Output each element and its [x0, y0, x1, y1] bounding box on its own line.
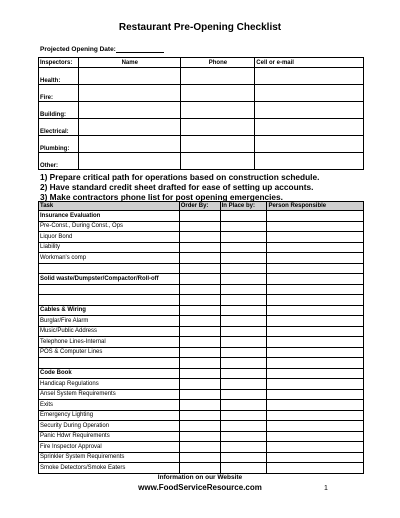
inspector-row-label: Health:	[39, 68, 79, 85]
inspector-entry-cell[interactable]	[78, 119, 180, 136]
task-entry-cell[interactable]	[179, 274, 220, 285]
task-entry-cell[interactable]	[220, 263, 267, 274]
inspector-row	[39, 153, 364, 170]
task-entry-cell[interactable]	[220, 221, 267, 232]
inspector-row	[39, 119, 364, 136]
task-label: Workman's comp	[39, 253, 180, 264]
task-row	[39, 326, 364, 337]
task-entry-cell[interactable]	[267, 326, 364, 337]
note-item: 1) Prepare critical path for operations based on construction schedule.	[40, 172, 320, 182]
task-label: POS & Computer Lines	[39, 347, 180, 358]
task-entry-cell[interactable]	[267, 221, 364, 232]
task-entry-cell[interactable]	[267, 431, 364, 442]
inspector-row-label: Fire:	[39, 85, 79, 102]
task-entry-cell[interactable]	[220, 253, 267, 264]
inspector-row	[39, 136, 364, 153]
task-label: Burglar/Fire Alarm	[39, 316, 180, 327]
task-entry-cell[interactable]	[179, 305, 220, 316]
inspectors-header-cell: Cell or e-mail	[255, 58, 364, 68]
inspector-entry-cell[interactable]	[255, 136, 364, 153]
task-entry-cell[interactable]	[220, 232, 267, 243]
task-entry-cell[interactable]	[220, 358, 267, 369]
note-item: 2) Have standard credit sheet drafted for ease of setting up accounts.	[40, 182, 314, 192]
tasks-header-cell: Order By:	[179, 202, 220, 211]
task-entry-cell[interactable]	[220, 347, 267, 358]
task-row	[39, 452, 364, 463]
inspector-entry-cell[interactable]	[180, 119, 255, 136]
inspector-entry-cell[interactable]	[255, 68, 364, 85]
task-entry-cell[interactable]	[179, 253, 220, 264]
inspector-row	[39, 102, 364, 119]
inspector-entry-cell[interactable]	[78, 85, 180, 102]
task-section-row	[39, 305, 364, 316]
task-entry-cell[interactable]	[179, 368, 220, 379]
opening-date-field	[40, 45, 164, 53]
task-row	[39, 337, 364, 348]
task-entry-cell[interactable]	[220, 305, 267, 316]
inspectors-header-cell: Name	[78, 58, 180, 68]
task-section-title: Solid waste/Dumpster/Compactor/Roll-off	[39, 274, 180, 285]
task-entry-cell[interactable]	[220, 295, 267, 306]
inspector-entry-cell[interactable]	[180, 85, 255, 102]
inspectors-header-row	[39, 58, 364, 68]
task-entry-cell[interactable]	[267, 358, 364, 369]
task-entry-cell[interactable]	[267, 421, 364, 432]
inspector-row	[39, 68, 364, 85]
task-label: Liquor Bond	[39, 232, 180, 243]
task-label: Pre-Const., During Const., Ops	[39, 221, 180, 232]
task-label	[39, 295, 180, 306]
inspector-row	[39, 85, 364, 102]
task-row	[39, 242, 364, 253]
task-section-row	[39, 211, 364, 222]
inspector-row-label: Building:	[39, 102, 79, 119]
task-entry-cell[interactable]	[179, 452, 220, 463]
opening-date-label: Projected Opening Date:	[40, 46, 116, 53]
task-entry-cell[interactable]	[267, 242, 364, 253]
task-section-title: Cables & Wiring	[39, 305, 180, 316]
task-row	[39, 463, 364, 474]
task-row	[39, 431, 364, 442]
task-entry-cell[interactable]	[179, 221, 220, 232]
task-row	[39, 442, 364, 453]
task-row	[39, 232, 364, 243]
task-entry-cell[interactable]	[179, 431, 220, 442]
task-entry-cell[interactable]	[179, 242, 220, 253]
task-entry-cell[interactable]	[267, 463, 364, 474]
task-entry-cell[interactable]	[179, 232, 220, 243]
task-row	[39, 253, 364, 264]
notes-list	[40, 172, 319, 202]
task-entry-cell[interactable]	[220, 452, 267, 463]
task-entry-cell[interactable]	[220, 368, 267, 379]
task-row	[39, 284, 364, 295]
task-entry-cell[interactable]	[267, 389, 364, 400]
task-entry-cell[interactable]	[179, 421, 220, 432]
task-entry-cell[interactable]	[267, 400, 364, 411]
task-entry-cell[interactable]	[179, 400, 220, 411]
inspector-entry-cell[interactable]	[255, 153, 364, 170]
page-number: 1	[324, 485, 328, 492]
task-label: Emergency Lighting	[39, 410, 180, 421]
task-entry-cell[interactable]	[220, 211, 267, 222]
task-label: Telephone Lines-Internal	[39, 337, 180, 348]
inspectors-header-cell: Inspectors:	[39, 58, 79, 68]
task-label: Sprinkler System Requirements	[39, 452, 180, 463]
inspector-entry-cell[interactable]	[255, 85, 364, 102]
task-row	[39, 347, 364, 358]
task-entry-cell[interactable]	[267, 347, 364, 358]
task-entry-cell[interactable]	[179, 316, 220, 327]
task-entry-cell[interactable]	[220, 463, 267, 474]
task-entry-cell[interactable]	[220, 410, 267, 421]
task-entry-cell[interactable]	[267, 274, 364, 285]
task-label: Security During Operation	[39, 421, 180, 432]
task-entry-cell[interactable]	[220, 242, 267, 253]
inspector-entry-cell[interactable]	[180, 102, 255, 119]
task-row	[39, 358, 364, 369]
footer-website-link[interactable]: www.FoodServiceResource.com	[138, 483, 262, 492]
task-entry-cell[interactable]	[267, 295, 364, 306]
task-label: Fire Inspector Approval	[39, 442, 180, 453]
inspector-entry-cell[interactable]	[78, 68, 180, 85]
footer-info: Information on our Website	[157, 474, 243, 481]
task-entry-cell[interactable]	[179, 463, 220, 474]
task-row	[39, 410, 364, 421]
inspector-entry-cell[interactable]	[255, 119, 364, 136]
opening-date-line[interactable]	[116, 45, 164, 53]
task-entry-cell[interactable]	[220, 431, 267, 442]
task-entry-cell[interactable]	[267, 410, 364, 421]
inspector-entry-cell[interactable]	[78, 136, 180, 153]
inspectors-table	[38, 57, 364, 170]
task-row	[39, 400, 364, 411]
tasks-header-cell: In Place by:	[220, 202, 267, 211]
task-row	[39, 389, 364, 400]
task-entry-cell[interactable]	[179, 379, 220, 390]
task-label	[39, 263, 180, 274]
inspector-row-label: Plumbing:	[39, 136, 79, 153]
task-entry-cell[interactable]	[267, 452, 364, 463]
task-entry-cell[interactable]	[220, 284, 267, 295]
task-label	[39, 284, 180, 295]
task-label: Panic Hdwr Requirements	[39, 431, 180, 442]
task-entry-cell[interactable]	[179, 389, 220, 400]
task-entry-cell[interactable]	[220, 379, 267, 390]
task-entry-cell[interactable]	[179, 347, 220, 358]
task-entry-cell[interactable]	[220, 337, 267, 348]
task-entry-cell[interactable]	[267, 263, 364, 274]
task-row	[39, 295, 364, 306]
task-label: Smoke Detectors/Smoke Eaters	[39, 463, 180, 474]
task-entry-cell[interactable]	[220, 421, 267, 432]
inspector-row-label: Electrical:	[39, 119, 79, 136]
inspector-entry-cell[interactable]	[78, 153, 180, 170]
task-entry-cell[interactable]	[179, 295, 220, 306]
task-entry-cell[interactable]	[267, 379, 364, 390]
task-entry-cell[interactable]	[220, 442, 267, 453]
tasks-header-row	[39, 202, 364, 211]
task-row	[39, 421, 364, 432]
task-entry-cell[interactable]	[220, 316, 267, 327]
task-entry-cell[interactable]	[267, 368, 364, 379]
inspector-entry-cell[interactable]	[180, 136, 255, 153]
task-label: Liability	[39, 242, 180, 253]
inspectors-header-cell: Phone	[180, 58, 255, 68]
inspector-entry-cell[interactable]	[255, 102, 364, 119]
task-label	[39, 358, 180, 369]
task-entry-cell[interactable]	[179, 337, 220, 348]
tasks-table	[38, 201, 364, 474]
task-entry-cell[interactable]	[267, 253, 364, 264]
task-entry-cell[interactable]	[267, 316, 364, 327]
task-section-row	[39, 368, 364, 379]
task-entry-cell[interactable]	[220, 274, 267, 285]
task-entry-cell[interactable]	[267, 211, 364, 222]
task-section-row	[39, 274, 364, 285]
task-entry-cell[interactable]	[267, 337, 364, 348]
task-row	[39, 263, 364, 274]
task-label: Music/Public Address	[39, 326, 180, 337]
task-entry-cell[interactable]	[179, 326, 220, 337]
task-entry-cell[interactable]	[179, 410, 220, 421]
tasks-header-cell: Task	[39, 202, 180, 211]
task-entry-cell[interactable]	[267, 305, 364, 316]
task-section-title: Code Book	[39, 368, 180, 379]
task-entry-cell[interactable]	[267, 284, 364, 295]
task-entry-cell[interactable]	[220, 326, 267, 337]
inspector-entry-cell[interactable]	[78, 102, 180, 119]
task-section-title: Insurance Evaluation	[39, 211, 180, 222]
task-label: Handicap Regulations	[39, 379, 180, 390]
task-entry-cell[interactable]	[267, 442, 364, 453]
task-row	[39, 221, 364, 232]
task-label: Exits	[39, 400, 180, 411]
task-entry-cell[interactable]	[179, 263, 220, 274]
inspector-entry-cell[interactable]	[180, 68, 255, 85]
task-entry-cell[interactable]	[267, 232, 364, 243]
note-item: 3) Make contractors phone list for post opening emergencies.	[40, 192, 283, 202]
task-label: Ansel System Requirements	[39, 389, 180, 400]
task-entry-cell[interactable]	[220, 389, 267, 400]
task-entry-cell[interactable]	[179, 284, 220, 295]
task-entry-cell[interactable]	[220, 400, 267, 411]
inspector-entry-cell[interactable]	[180, 153, 255, 170]
task-entry-cell[interactable]	[179, 358, 220, 369]
page-title: Restaurant Pre-Opening Checklist	[118, 22, 282, 33]
task-entry-cell[interactable]	[179, 442, 220, 453]
task-entry-cell[interactable]	[179, 211, 220, 222]
tasks-header-cell: Person Responsible	[267, 202, 364, 211]
inspector-row-label: Other:	[39, 153, 79, 170]
task-row	[39, 379, 364, 390]
task-row	[39, 316, 364, 327]
